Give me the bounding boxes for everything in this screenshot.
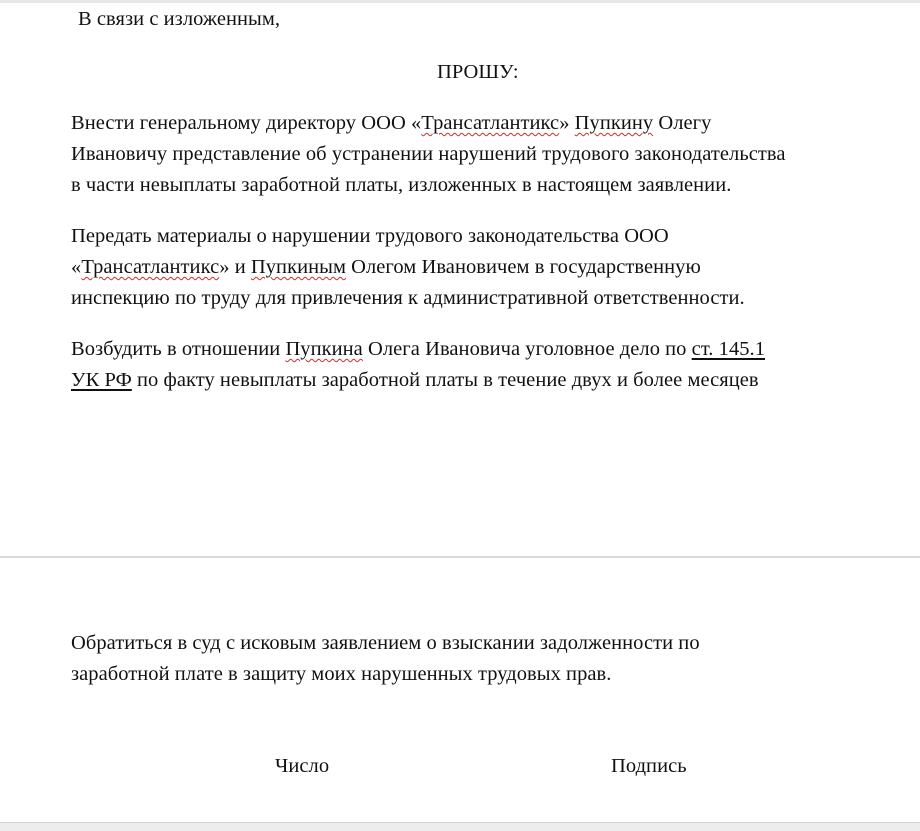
spellcheck-word: Трансатлантикс — [81, 256, 220, 278]
document-heading: ПРОШУ: — [437, 61, 519, 83]
paragraph-1-line-1: Внести генеральному директору ООО «Трансатлантикс» Пупкину Олегу — [71, 112, 712, 134]
paragraph-2-line-1: Передать материалы о нарушении трудового законодательства ООО — [71, 225, 669, 247]
paragraph-4-line-1: Обратиться в суд с исковым заявлением о взыскании задолженности по — [71, 632, 700, 654]
paragraph-1-line-3: в части невыплаты заработной платы, изложенных в настоящем заявлении. — [71, 174, 732, 196]
spellcheck-word: Пупкину — [574, 112, 654, 134]
spellcheck-word: Пупкиным — [250, 256, 346, 278]
paragraph-1-line-2: Ивановичу представление об устранении нарушений трудового законодательства — [71, 143, 786, 165]
law-article-link[interactable]: ст. 145.1 — [691, 338, 766, 360]
criminal-code-link[interactable]: УК РФ — [71, 369, 132, 391]
paragraph-2-line-3: инспекцию по труду для привлечения к административной ответственности. — [71, 287, 745, 309]
paragraph-3-line-1: Возбудить в отношении Пупкина Олега Ивановича уголовное дело по ст. 145.1 — [71, 338, 766, 360]
page-top-edge — [0, 0, 920, 3]
date-label: Число — [275, 755, 330, 777]
intro-line: В связи с изложенным, — [78, 8, 281, 30]
signature-label: Подпись — [611, 755, 687, 777]
page-break-divider — [0, 556, 920, 558]
paragraph-2-line-2: «Трансатлантикс» и Пупкиным Олегом Ивановичем в государственную — [71, 256, 701, 278]
paragraph-4-line-2: заработной плате в защиту моих нарушенных трудовых прав. — [71, 663, 612, 685]
spellcheck-word: Трансатлантикс — [421, 112, 560, 134]
paragraph-3-line-2: УК РФ по факту невыплаты заработной платы в течение двух и более месяцев — [71, 369, 759, 391]
spellcheck-word: Пупкина — [285, 338, 363, 360]
